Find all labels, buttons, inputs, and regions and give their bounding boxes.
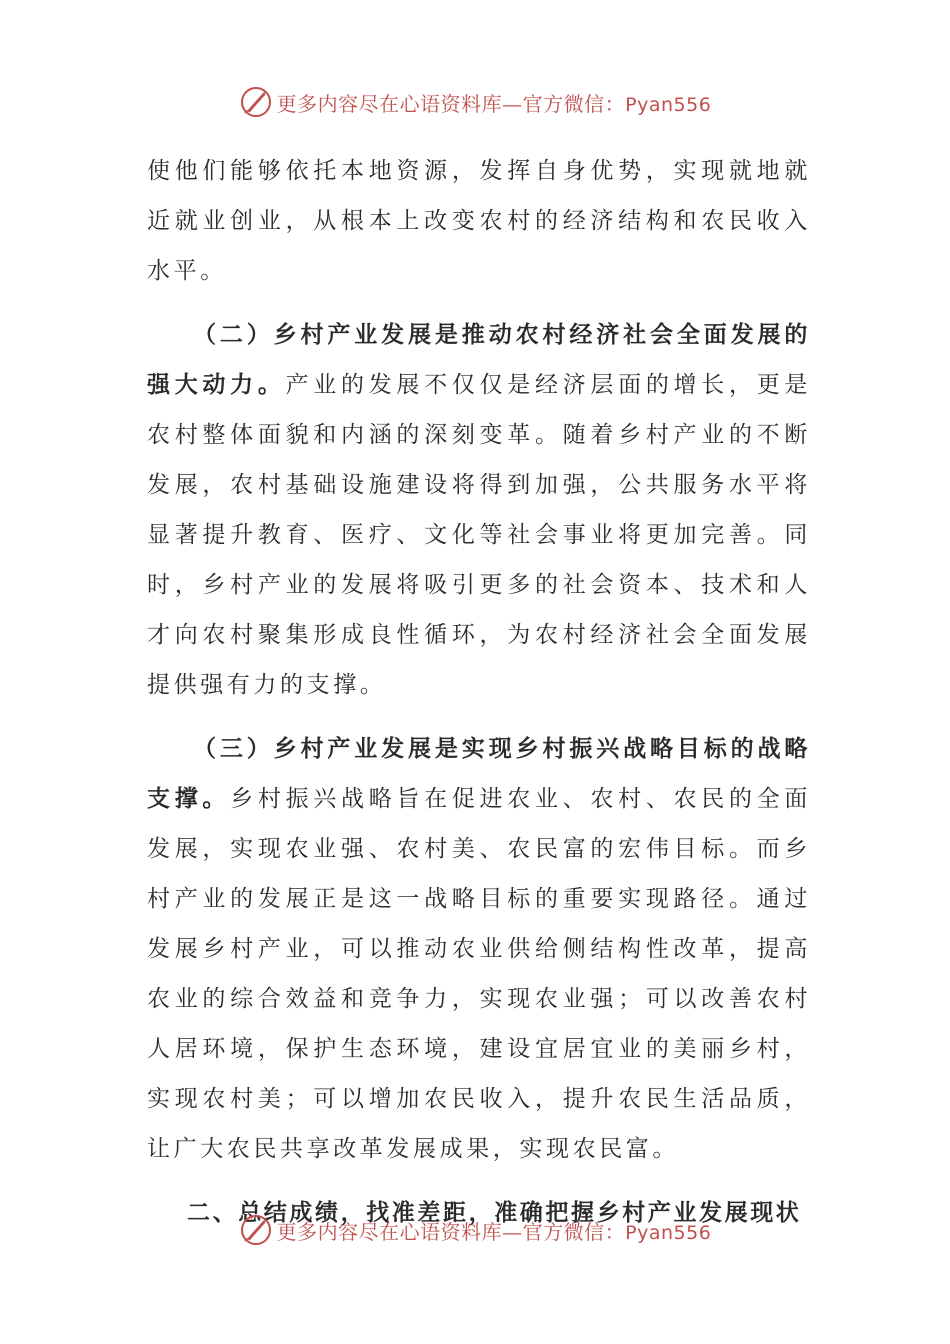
header-brand: 更多内容尽在心语资料库 [276,91,503,116]
paragraph-section-three [147,724,811,1174]
paragraph-section-two-text: 产业的发展不仅仅是经济层面的增长，更是农村整体面貌和内涵的深刻变革。随着乡村产业的不断发展，农村基础设施建设将得到加强，公共服务水平将显著提升教育、医疗、文化等社会事业将更加完善。同时，乡村产业的发展将吸引更多的社会资本、技术和人才向农村聚集形成良性循环，为农村经济社会全面发展提供强有力的支撑。 [147,372,812,698]
footer-brand: 更多内容尽在心语资料库 [276,1219,503,1244]
footer-watermark-banner [0,1210,950,1250]
header-wechat-label: 官方微信： [522,91,626,116]
paragraph-section-two [147,310,811,710]
quill-pen-logo-icon [239,1213,273,1247]
paragraph-section-three-heading: （三）乡村产业发展是实现乡村振兴战略目标的战略支撑。 [147,736,811,812]
footer-watermark-text [277,1216,712,1245]
paragraph-section-two-heading: （二）乡村产业发展是推动农村经济社会全面发展的强大动力。 [147,322,811,398]
header-dash: — [502,91,523,116]
section-heading: 二、总结成绩，找准差距，准确把握乡村产业发展现状 [187,1200,802,1226]
header-wechat-id: Pyan556 [625,93,712,116]
paragraph-section-three-text: 乡村振兴战略旨在促进农业、农村、农民的全面发展，实现农业强、农村美、农民富的宏伟目标。而乡村产业的发展正是这一战略目标的重要实现路径。通过发展乡村产业，可以推动农业供给侧结构性改革，提高农业的综合效益和竞争力，实现农业强；可以改善农村人居环境，保护生态环境，建设宜居宜业的美丽乡村，实现农村美；可以增加农民收入，提升农民生活品质，让广大农民共享改革发展成果，实现农民富。 [147,786,811,1162]
quill-pen-logo-icon [239,85,273,119]
header-watermark-text [277,88,712,117]
footer-wechat-label: 官方微信： [522,1219,626,1244]
header-watermark-banner [0,82,950,122]
paragraph-continuation: 使他们能够依托本地资源，发挥自身优势，实现就地就近就业创业，从根本上改变农村的经济结构和农民收入水平。 [147,158,811,284]
document-body [147,146,811,1238]
footer-dash: — [502,1219,523,1244]
footer-wechat-id: Pyan556 [625,1221,712,1244]
